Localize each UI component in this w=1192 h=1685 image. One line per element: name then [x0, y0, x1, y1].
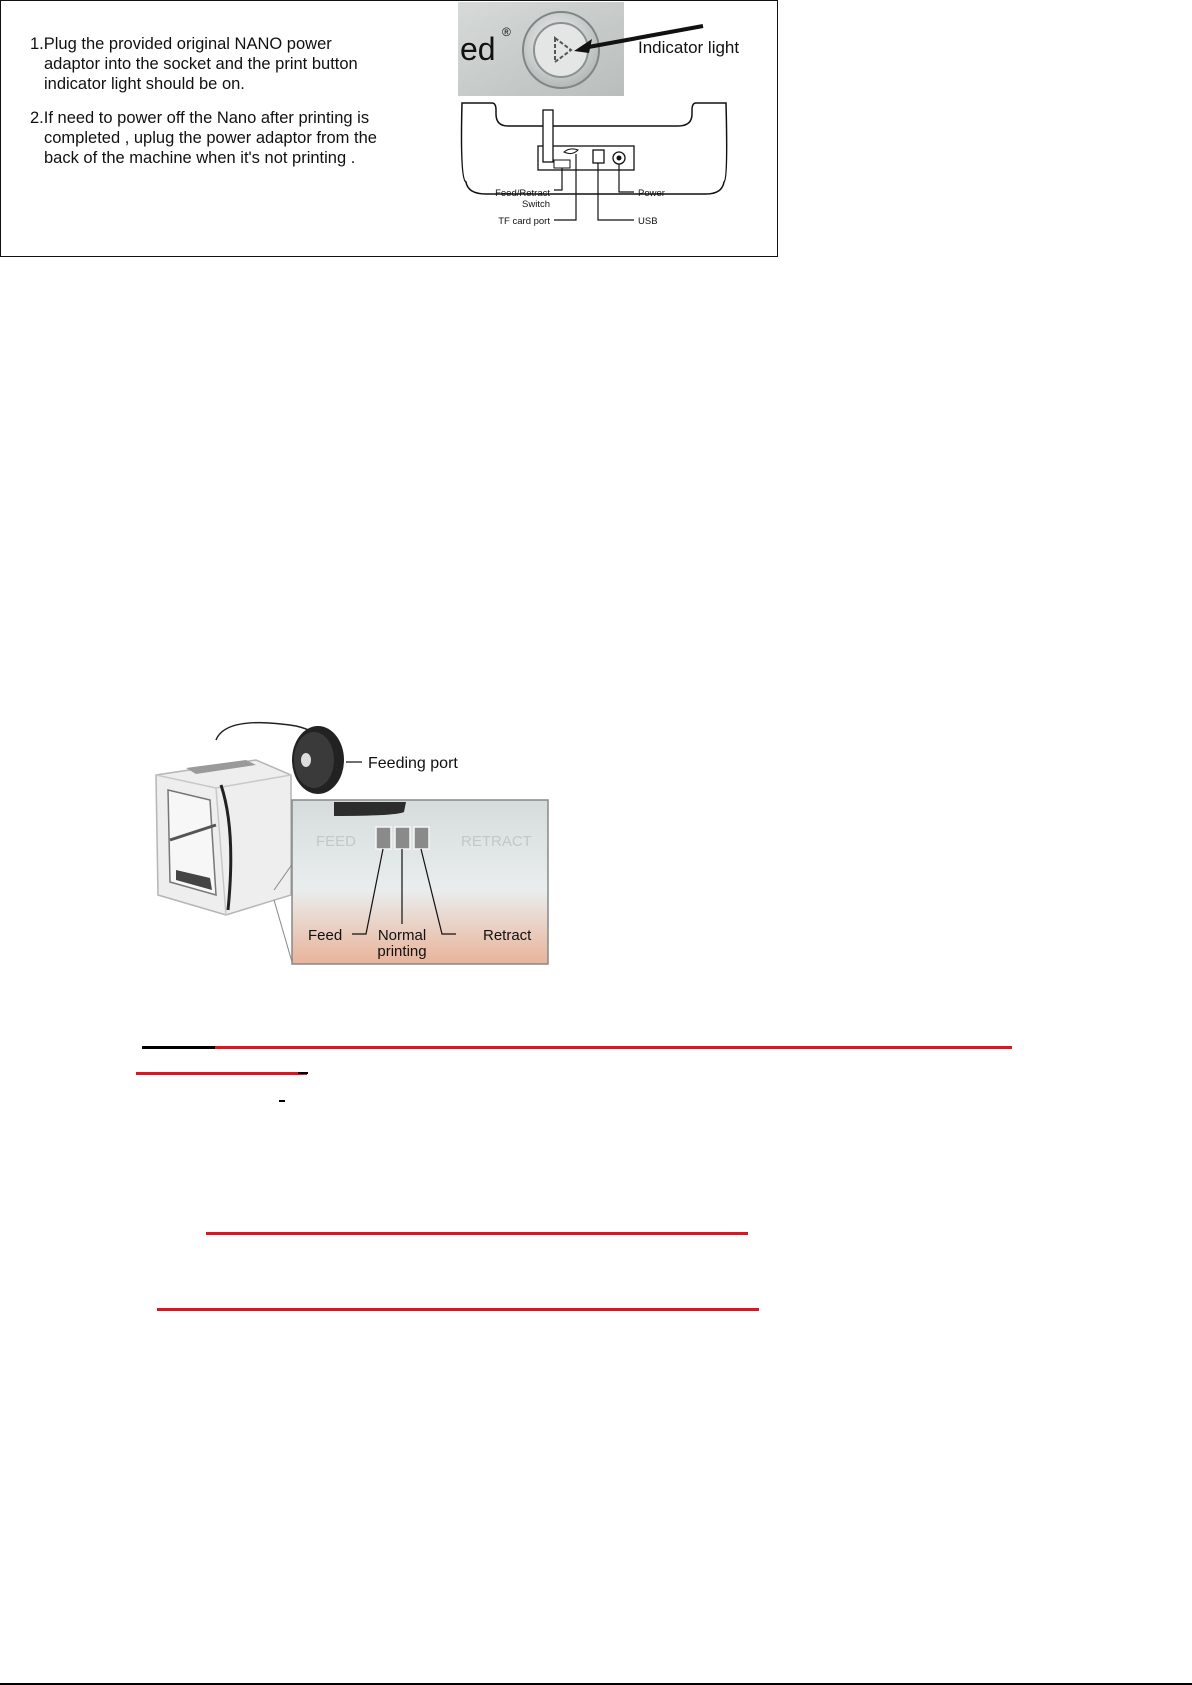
switch-position-feed [376, 827, 391, 849]
retract-callout: Retract [483, 927, 532, 944]
brand-fragment: ed [460, 31, 496, 67]
power-instructions-box [0, 0, 778, 257]
power-label: Power [638, 188, 665, 199]
switch-position-retract [414, 827, 429, 849]
red-rule-2 [136, 1072, 307, 1075]
filament-tab [543, 110, 553, 162]
feed-callout: Feed [308, 927, 343, 944]
usb-port-icon [593, 150, 604, 163]
filament-spool [292, 726, 344, 794]
normal-callout-line-2: printing [377, 943, 427, 960]
red-rule-1 [215, 1046, 1012, 1049]
black-rule-segment [142, 1046, 215, 1049]
indicator-light-label: Indicator light [638, 38, 740, 57]
switch-position-normal [395, 827, 410, 849]
power-socket-pin [617, 156, 622, 161]
red-rule-3 [206, 1232, 748, 1235]
feed-retract-switch-icon [554, 160, 570, 168]
printer-back-outline [462, 103, 727, 194]
black-rule-tick [298, 1072, 308, 1074]
feed-engraved-label: FEED [316, 833, 357, 850]
step-1-line-2: adaptor into the socket and the print button [44, 55, 358, 73]
step-1-text [30, 34, 358, 94]
step-2-line-3: back of the machine when it's not printing . [44, 149, 356, 167]
step-2-line-2: completed , uplug the power adaptor from the [44, 129, 377, 147]
registered-mark: ® [502, 25, 511, 39]
step-1-line-3: indicator light should be on. [44, 75, 245, 93]
zoom-connector-bottom [274, 900, 292, 962]
tf-card-port-label: TF card port [498, 216, 550, 227]
tf-card-leader [554, 154, 576, 220]
normal-callout-line-1: Normal [377, 927, 427, 944]
dash-mark [279, 1100, 285, 1102]
retract-engraved-label: RETRACT [461, 833, 532, 850]
inset-dark-recess [334, 802, 406, 816]
printer-feed-figure [146, 720, 552, 966]
usb-label: USB [638, 216, 658, 227]
feed-retract-label-1: Feed/Retract [495, 188, 550, 199]
tf-card-slot-icon [564, 149, 578, 154]
feeding-port-label: Feeding port [368, 755, 458, 772]
step-1-line-1: 1.Plug the provided original NANO power [30, 35, 332, 53]
back-panel-diagram [456, 100, 746, 252]
step-2-text [30, 108, 377, 168]
step-2-line-1: 2.If need to power off the Nano after printing is [30, 109, 370, 127]
feed-retract-label-2: Switch [522, 199, 550, 210]
red-rule-4 [157, 1308, 759, 1311]
power-leader [619, 164, 634, 192]
feed-retract-leader [554, 168, 562, 190]
print-button-photo [458, 2, 774, 98]
